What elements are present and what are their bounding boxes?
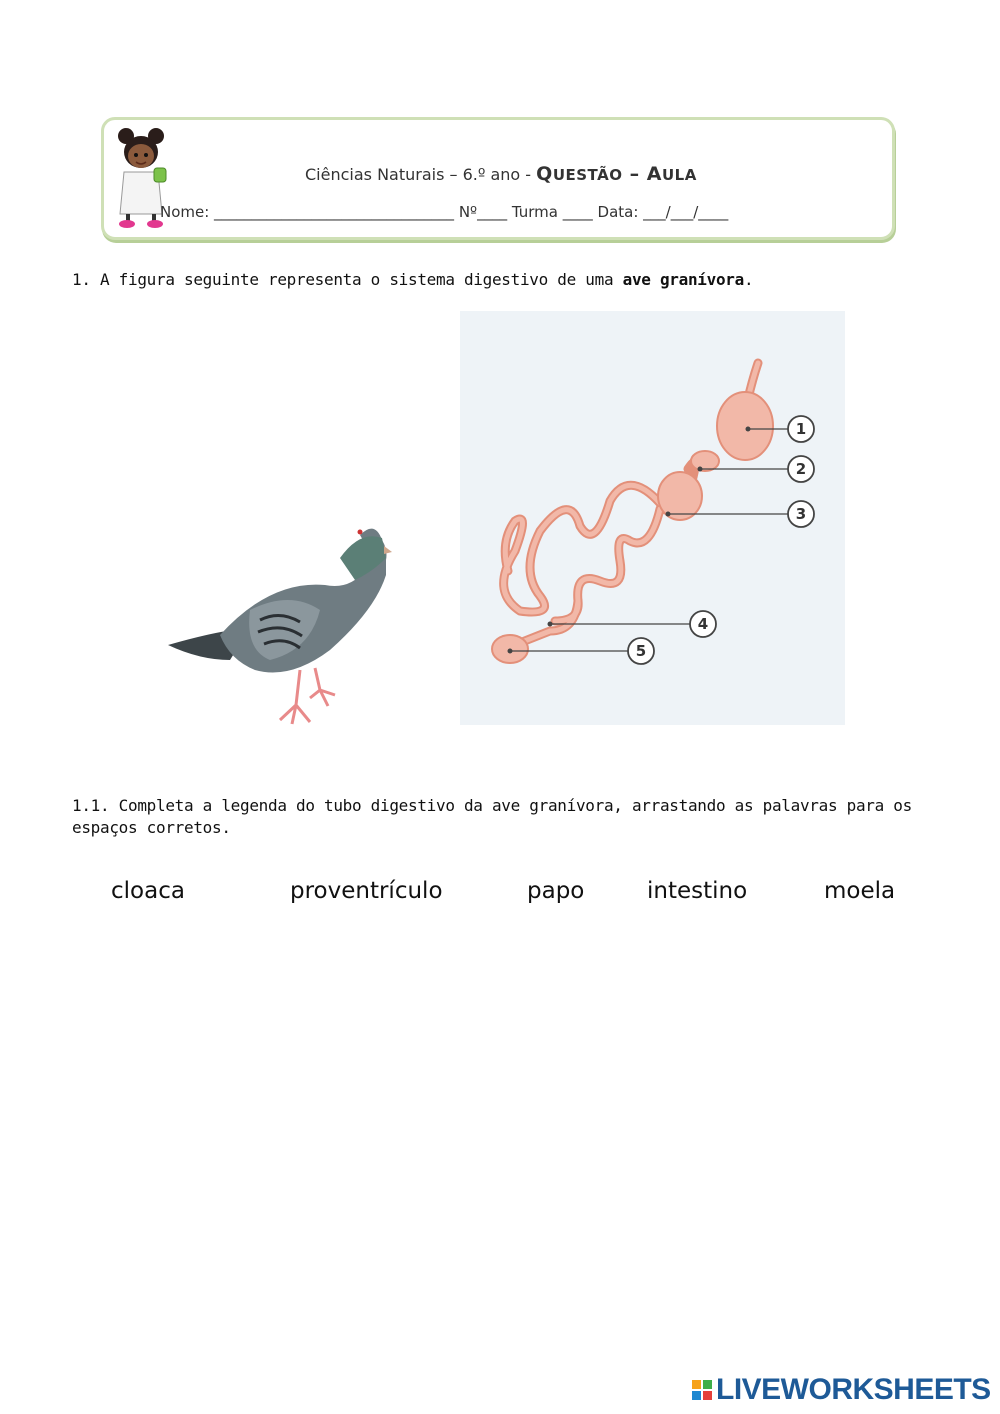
drag-word-intestino[interactable]: intestino	[647, 878, 748, 904]
diagram-label-1: 1	[795, 420, 807, 438]
student-info-fields: Nome: ________________________________ Nº____ Turma ____ Data: ___/___/____	[160, 203, 729, 221]
diagram-label-4: 4	[697, 615, 709, 633]
liveworksheets-logo-text: LIVEWORKSHEETS	[716, 1373, 991, 1406]
liveworksheets-logo-icon	[692, 1380, 712, 1400]
liveworksheets-logo[interactable]	[692, 1373, 991, 1407]
drag-word-cloaca[interactable]: cloaca	[111, 878, 185, 904]
pigeon-image	[160, 510, 395, 730]
diagram-label-2: 2	[795, 460, 807, 478]
diagram-label-3: 3	[795, 505, 807, 523]
title-subject: Ciências Naturais – 6.º ano -	[305, 165, 532, 184]
diagram-label-5: 5	[635, 642, 647, 660]
question-1-1: 1.1. Completa a legenda do tubo digestivo da ave granívora, arrastando as palavras para os espaços corretos.	[72, 796, 912, 837]
worksheet-title	[305, 163, 697, 185]
question-1: 1. A figura seguinte representa o sistema digestivo de uma ave granívora.	[72, 270, 754, 289]
digestive-system-diagram	[460, 311, 845, 725]
drag-word-papo[interactable]: papo	[527, 878, 585, 904]
drag-word-moela[interactable]: moela	[824, 878, 896, 904]
drag-word-proventriculo[interactable]: proventrículo	[290, 878, 443, 904]
title-activity: QUESTÃO – AULA	[536, 163, 697, 185]
question-1-bold: ave granívora	[622, 270, 744, 289]
